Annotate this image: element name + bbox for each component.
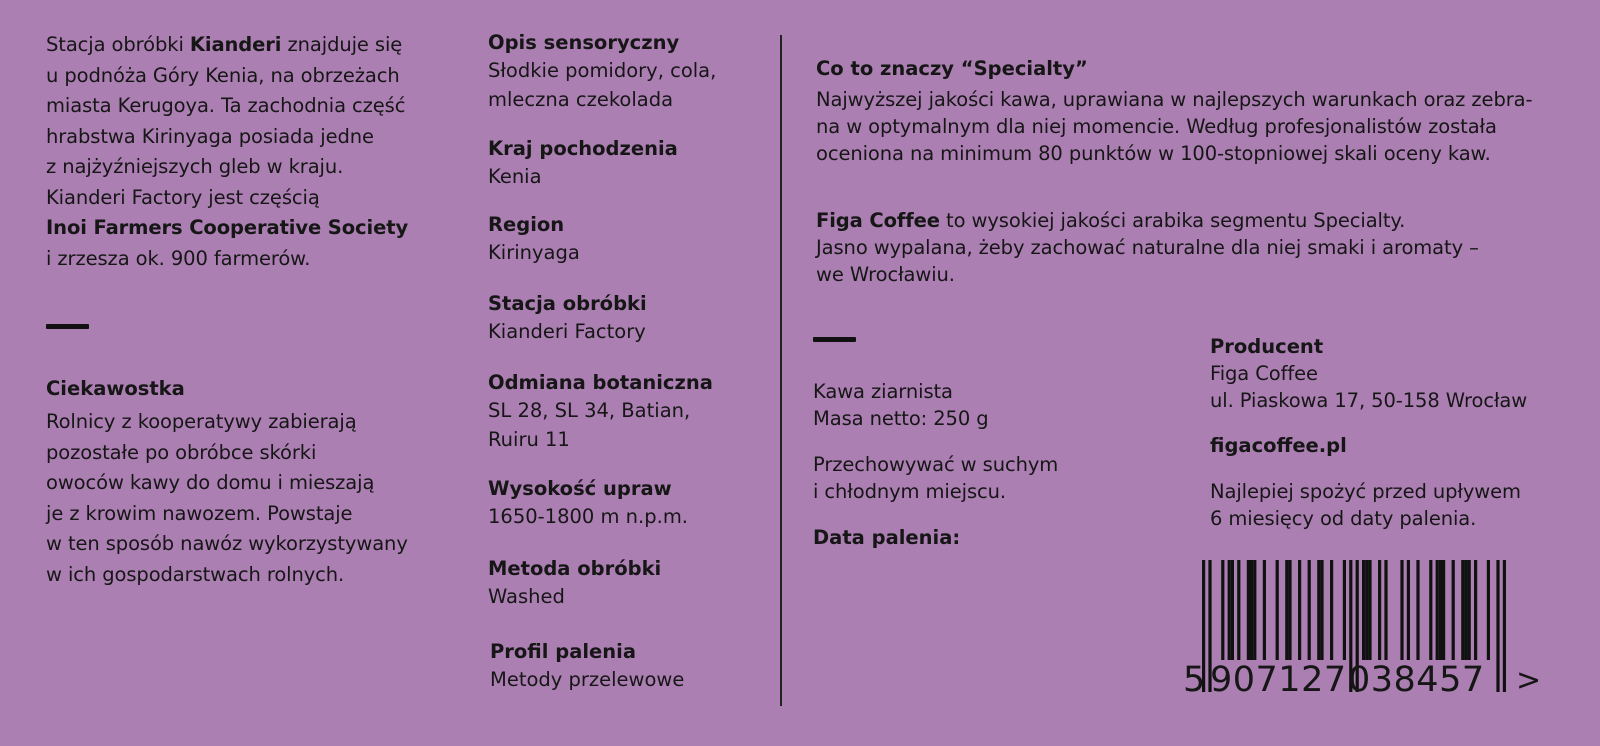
spec-label: Kraj pochodzenia xyxy=(488,137,678,160)
fact-line: je z krowim nawozem. Powstaje xyxy=(46,501,353,525)
spec-value: mleczna czekolada xyxy=(488,88,674,111)
barcode-bar xyxy=(1439,560,1442,660)
spec-country xyxy=(488,135,678,191)
barcode-bar xyxy=(1365,560,1368,660)
spec-value: Kianderi Factory xyxy=(488,320,646,343)
figa-line: we Wrocławiu. xyxy=(816,263,955,286)
fact-line: pozostałe po obróbce skórki xyxy=(46,440,317,464)
spec-value: Metody przelewowe xyxy=(490,668,685,691)
barcode-bar xyxy=(1263,560,1266,660)
fact-title: Ciekawostka xyxy=(46,377,185,400)
intro-line: miasta Kerugoya. Ta zachodnia część xyxy=(46,94,406,117)
spec-process xyxy=(488,555,661,611)
barcode-bar xyxy=(1368,560,1371,660)
barcode-bar xyxy=(1330,560,1333,660)
fact-line: Rolnicy z kooperatywy zabierają xyxy=(46,410,357,433)
intro-line: Stacja obróbki Kianderi znajduje się xyxy=(46,33,403,56)
spec-value: Ruiru 11 xyxy=(488,428,570,451)
intro-line: i zrzesza ok. 900 farmerów. xyxy=(46,246,311,270)
barcode-guard-bar xyxy=(1496,560,1499,692)
barcode-bar xyxy=(1416,560,1419,660)
barcode-bar xyxy=(1250,560,1253,660)
barcode-bar xyxy=(1237,560,1240,660)
spec-value: SL 28, SL 34, Batian, xyxy=(488,399,691,422)
best-before-line: 6 miesięcy od daty palenia. xyxy=(1210,507,1477,530)
spec-value: Washed xyxy=(488,585,565,608)
barcode-bar xyxy=(1378,560,1381,660)
product-line: Kawa ziarnista xyxy=(813,380,953,403)
roast-date-label: Data palenia: xyxy=(813,526,961,549)
specialty-paragraph xyxy=(816,86,1576,167)
barcode-bar xyxy=(1317,560,1320,660)
fact-line: owoców kawy do domu i mieszają xyxy=(46,471,375,494)
spec-roast xyxy=(490,638,684,694)
barcode-bar xyxy=(1487,560,1490,660)
product-info xyxy=(813,378,989,432)
barcode xyxy=(1183,560,1546,700)
column-divider xyxy=(780,35,782,706)
producer-line: Figa Coffee xyxy=(1210,362,1318,385)
spec-value: 1650-1800 m n.p.m. xyxy=(488,505,689,528)
barcode-bar xyxy=(1285,560,1288,660)
spec-label: Metoda obróbki xyxy=(488,557,662,580)
spec-variety xyxy=(488,369,713,454)
barcode-bar xyxy=(1231,560,1234,660)
intro-paragraph xyxy=(46,30,446,274)
barcode-bar xyxy=(1407,560,1410,660)
barcode-arrow: > xyxy=(1516,663,1542,698)
intro-line: Inoi Farmers Cooperative Society xyxy=(46,216,409,239)
fact-paragraph xyxy=(46,407,446,590)
fact-line: w ich gospodarstwach rolnych. xyxy=(46,562,345,586)
spec-label: Region xyxy=(488,213,565,236)
spec-sensory xyxy=(488,29,716,114)
barcode-bar xyxy=(1384,560,1387,660)
barcode-bar xyxy=(1308,560,1311,660)
barcode-bar xyxy=(1253,560,1256,660)
spec-label: Stacja obróbki xyxy=(488,292,647,315)
best-before xyxy=(1210,478,1521,532)
divider-dash xyxy=(46,324,89,329)
storage-info xyxy=(813,451,1058,505)
barcode-bar xyxy=(1247,560,1250,660)
intro-line: Kianderi Factory jest częścią xyxy=(46,185,320,209)
storage-line: Przechowywać w suchym xyxy=(813,453,1059,476)
spec-altitude xyxy=(488,475,688,531)
product-line: Masa netto: 250 g xyxy=(813,407,989,430)
barcode-guard-bar xyxy=(1503,560,1506,692)
divider-dash xyxy=(813,337,856,342)
spec-label: Profil palenia xyxy=(490,640,636,663)
figa-paragraph xyxy=(816,207,1576,288)
storage-line: i chłodnym miejscu. xyxy=(813,480,1007,503)
barcode-bar xyxy=(1298,560,1301,660)
spec-value: Kenia xyxy=(488,165,542,188)
barcode-bar xyxy=(1228,560,1231,660)
barcode-bar xyxy=(1221,560,1224,660)
figa-line: Jasno wypalana, żeby zachować naturalne dla niej smaki i aromaty – xyxy=(816,236,1479,259)
fact-line: w ten sposób nawóz wykorzystywany xyxy=(46,532,408,555)
spec-label: Opis sensoryczny xyxy=(488,31,680,54)
barcode-left-group: 907127 xyxy=(1210,660,1347,700)
barcode-bar xyxy=(1429,560,1432,660)
barcode-bar xyxy=(1442,560,1445,660)
barcode-bar xyxy=(1343,560,1346,660)
barcode-right-group: 038457 xyxy=(1348,660,1485,700)
spec-label: Odmiana botaniczna xyxy=(488,371,713,394)
barcode-bar xyxy=(1452,560,1455,660)
barcode-bar xyxy=(1320,560,1323,660)
producer-line: ul. Piaskowa 17, 50-158 Wrocław xyxy=(1210,389,1528,412)
specialty-title: Co to znaczy “Specialty” xyxy=(816,57,1088,80)
barcode-bar xyxy=(1362,560,1365,660)
barcode-bar xyxy=(1400,560,1403,660)
figa-line: Figa Coffee to wysokiej jakości arabika segmentu Specialty. xyxy=(816,209,1406,232)
barcode-bar xyxy=(1276,560,1279,660)
best-before-line: Najlepiej spożyć przed upływem xyxy=(1210,480,1521,503)
producer-info xyxy=(1210,360,1527,414)
intro-line: z najżyźniejszych gleb w kraju. xyxy=(46,155,344,178)
spec-station xyxy=(488,290,647,346)
barcode-first-digit: 5 xyxy=(1183,660,1206,700)
intro-line: u podnóża Góry Kenia, na obrzeżach xyxy=(46,63,400,87)
barcode-bar xyxy=(1461,560,1464,660)
spec-value: Kirinyaga xyxy=(488,241,580,264)
producer-title: Producent xyxy=(1210,335,1324,358)
specialty-line: oceniona na minimum 80 punktów w 100-stopniowej skali oceny kaw. xyxy=(816,142,1491,165)
barcode-bar xyxy=(1436,560,1439,660)
barcode-bar xyxy=(1474,560,1477,660)
spec-value: Słodkie pomidory, cola, xyxy=(488,59,717,82)
spec-region xyxy=(488,211,580,267)
barcode-bar xyxy=(1464,560,1467,660)
website: figacoffee.pl xyxy=(1210,434,1347,457)
specialty-line: Najwyższej jakości kawa, uprawiana w najlepszych warunkach oraz zebra- xyxy=(816,88,1533,111)
barcode-bar xyxy=(1288,560,1291,660)
specialty-line: na w optymalnym dla niej momencie. Według profesjonalistów została xyxy=(816,115,1497,138)
intro-line: hrabstwa Kirinyaga posiada jedne xyxy=(46,124,374,148)
barcode-bar xyxy=(1468,560,1471,660)
spec-label: Wysokość upraw xyxy=(488,477,672,500)
